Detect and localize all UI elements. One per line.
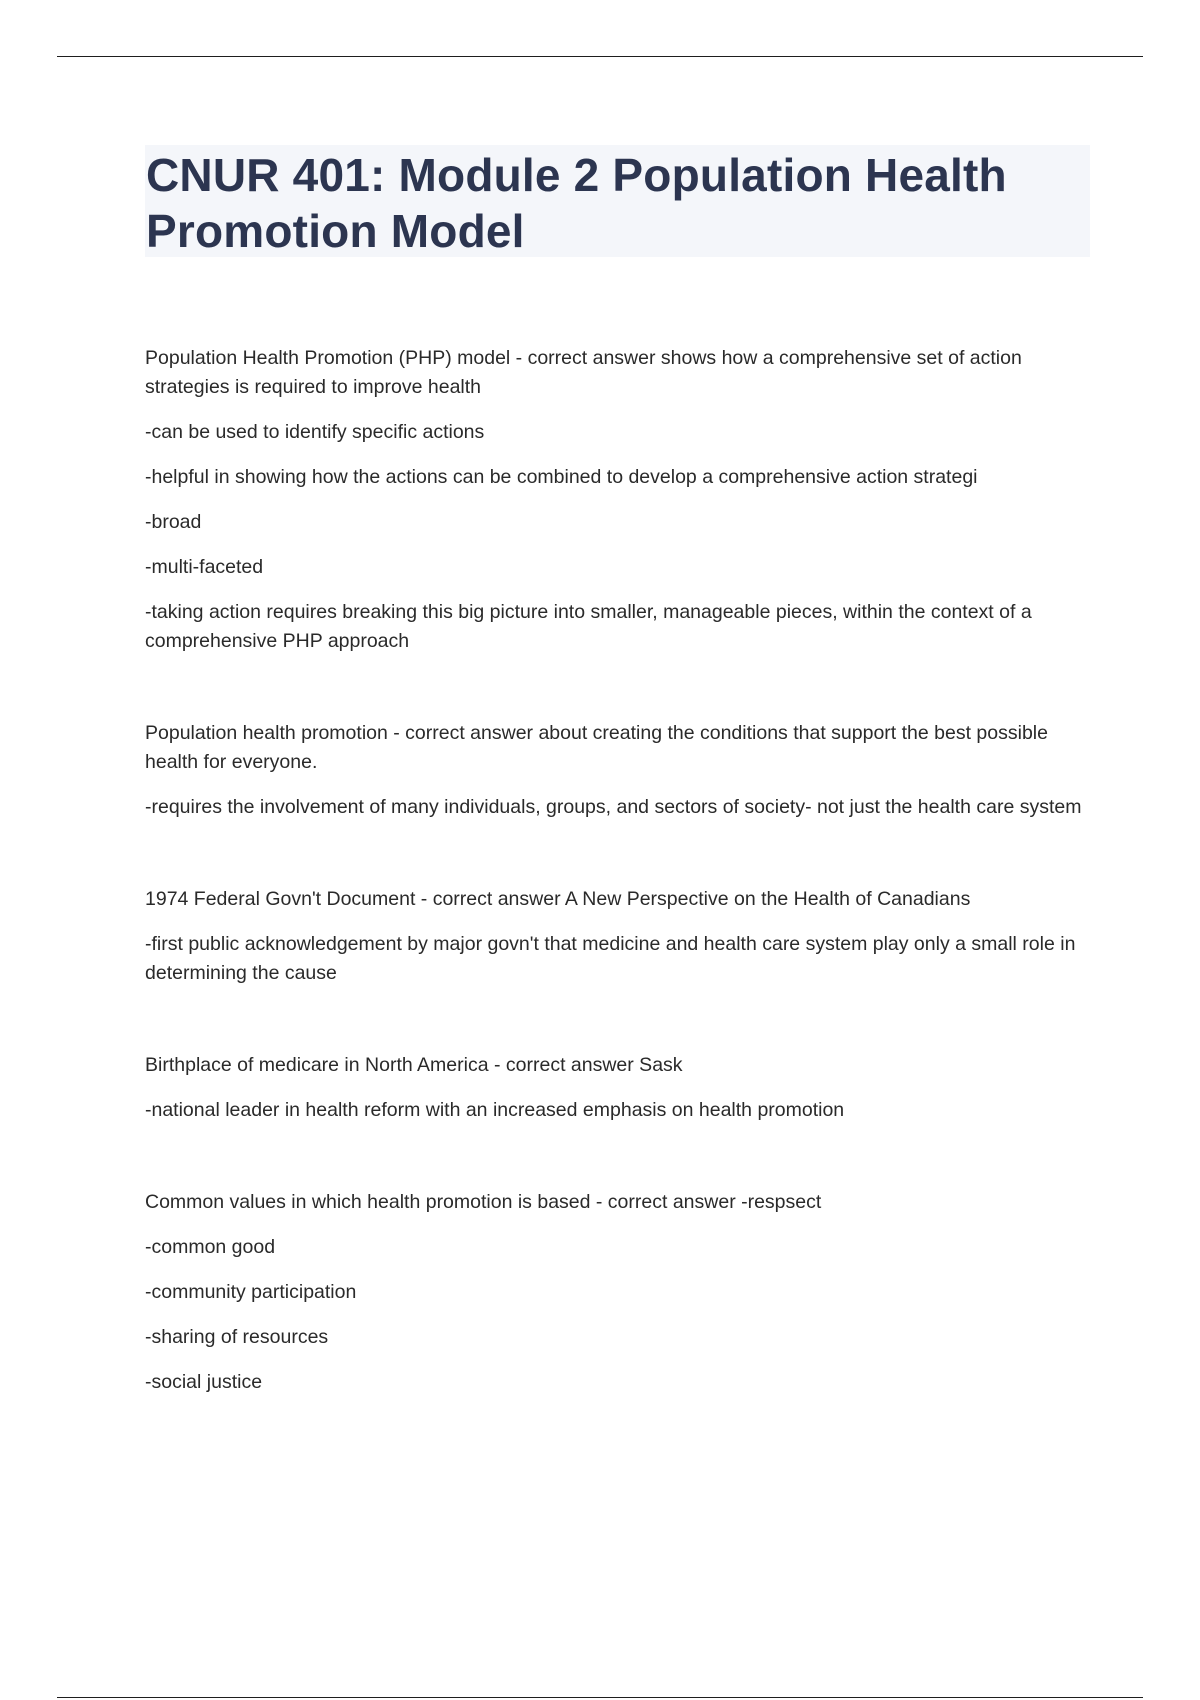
card-term-answer: Birthplace of medicare in North America - correct answer Sask	[145, 1054, 683, 1076]
card-detail: -broad	[145, 511, 202, 533]
card-detail: -common good	[145, 1236, 276, 1258]
card-detail: -requires the involvement of many individuals, groups, and sectors of society- not just the health care system	[145, 796, 1082, 818]
flashcard	[145, 344, 1090, 656]
bottom-divider	[57, 1697, 1143, 1698]
flashcard	[145, 719, 1090, 822]
card-detail: -first public acknowledgement by major govn't that medicine and health care system play only a small role in determining the cause	[145, 933, 1076, 984]
card-detail: -national leader in health reform with an increased emphasis on health promotion	[145, 1099, 845, 1121]
title-banner	[145, 145, 1090, 257]
flashcard	[145, 1188, 1090, 1397]
top-divider	[57, 56, 1143, 57]
card-detail: -community participation	[145, 1281, 357, 1303]
flashcard-list	[145, 344, 1090, 1397]
card-detail: -social justice	[145, 1371, 263, 1393]
card-detail: -can be used to identify specific actions	[145, 421, 485, 443]
card-term-answer: Common values in which health promotion is based - correct answer -respsect	[145, 1191, 822, 1213]
card-detail: -multi-faceted	[145, 556, 264, 578]
card-detail: -taking action requires breaking this big picture into smaller, manageable pieces, within the context of a comprehensive PHP approach	[145, 601, 1032, 652]
page-title: CNUR 401: Module 2 Population Health Promotion Model	[146, 149, 1007, 257]
card-detail: -sharing of resources	[145, 1326, 329, 1348]
card-detail: -helpful in showing how the actions can be combined to develop a comprehensive action strategi	[145, 466, 978, 488]
card-term-answer: Population Health Promotion (PHP) model - correct answer shows how a comprehensive set of action strategies is required to improve health	[145, 347, 1022, 398]
card-term-answer: Population health promotion - correct answer about creating the conditions that support the best possible health for everyone.	[145, 722, 1048, 773]
flashcard	[145, 885, 1090, 988]
card-term-answer: 1974 Federal Govn't Document - correct answer A New Perspective on the Health of Canadians	[145, 888, 971, 910]
flashcard	[145, 1051, 1090, 1125]
